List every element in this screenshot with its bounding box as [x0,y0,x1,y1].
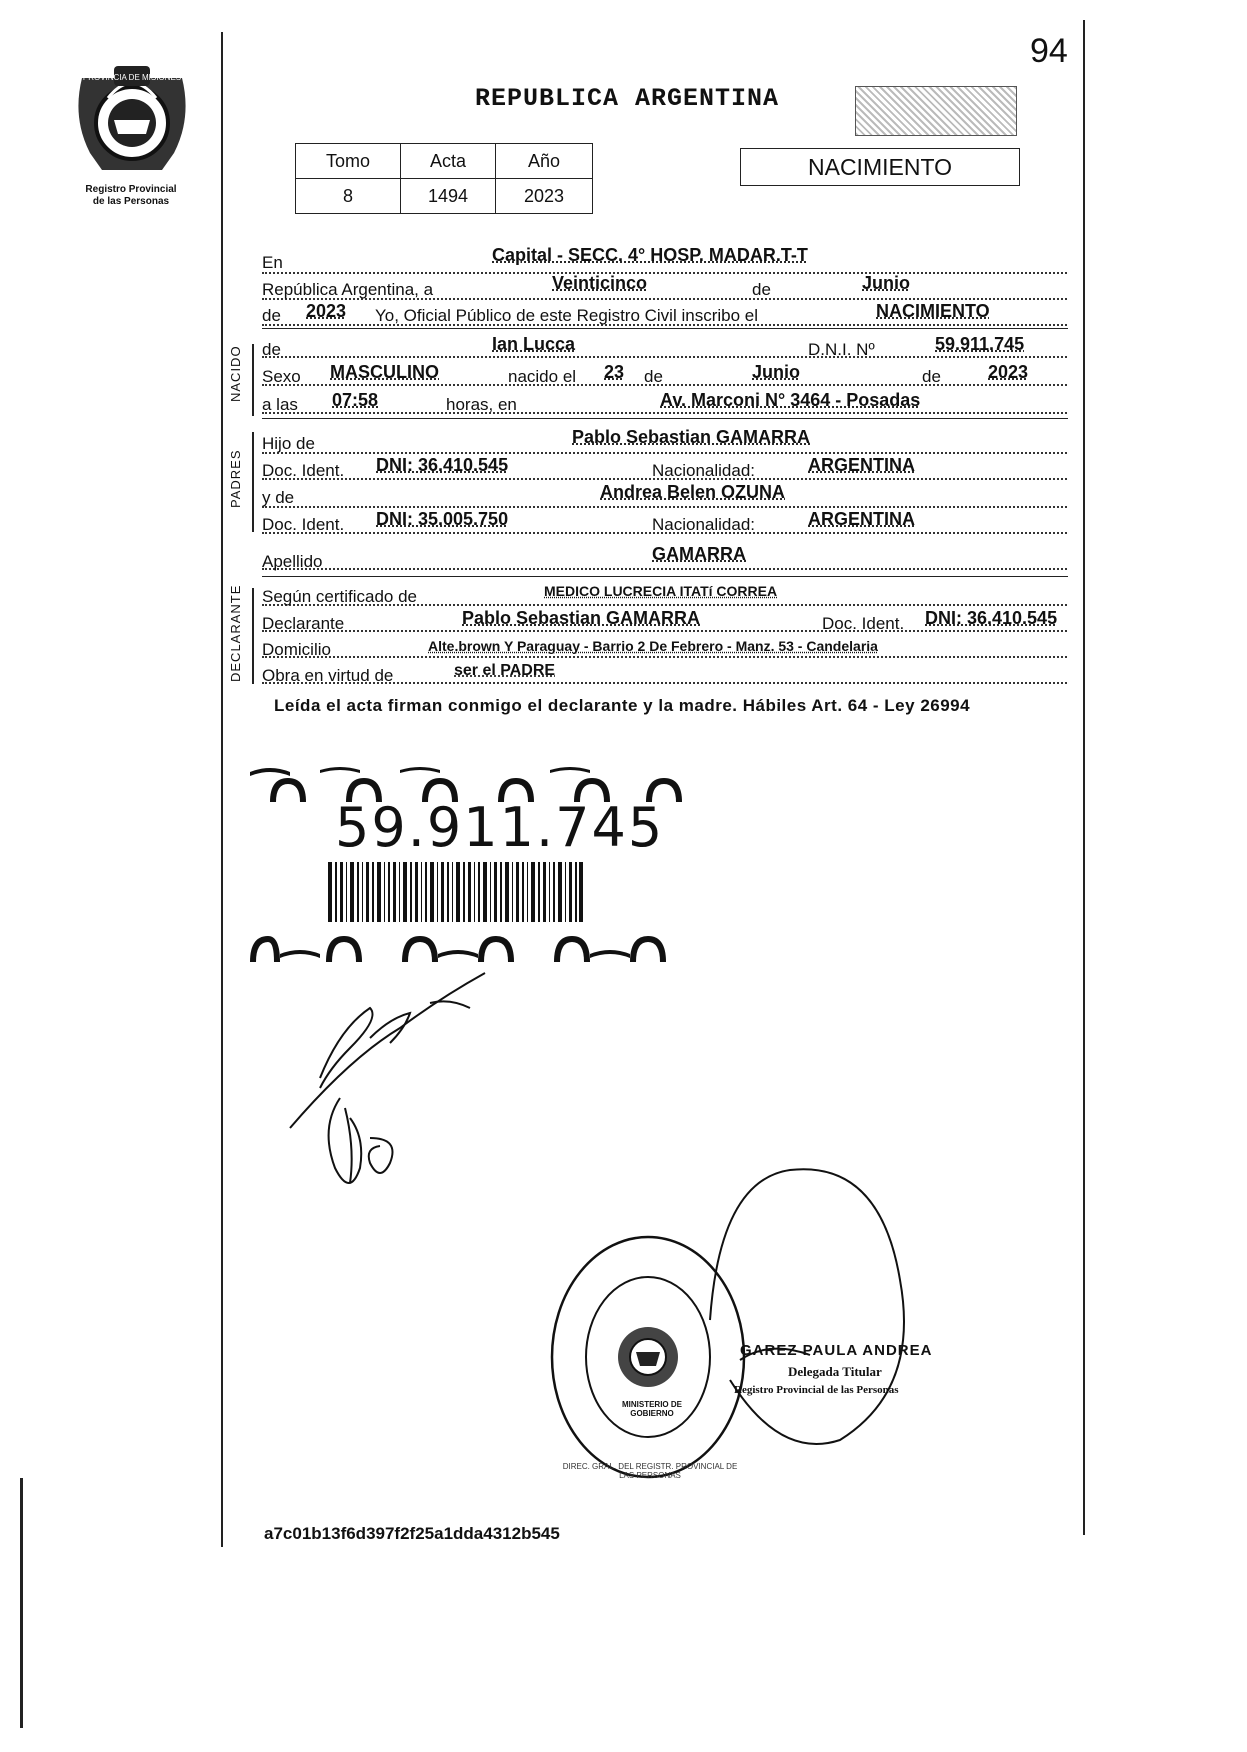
official-office: Registro Provincial de las Personas [734,1384,899,1396]
logo-caption-line-1: Registro Provincial [85,184,177,195]
de-label: de [644,367,663,386]
section-separator [262,576,1068,577]
registry-header-tomo: Tomo [296,144,401,179]
yde-label: y de [262,488,295,507]
fingerprint-row-bottom [250,922,700,958]
place-value: Capital - SECC. 4° HOSP. MADAR.T-T [492,245,808,265]
de-label: de [752,280,771,299]
certificado-label: Según certificado de [262,587,417,606]
security-stamp-box [855,86,1017,136]
birth-place-value: Av. Marconi N° 3464 - Posadas [660,390,921,410]
row-divider [262,412,1067,414]
de-label: de [922,367,941,386]
capacity-value: ser el PADRE [454,662,556,679]
declarante-bracket [252,588,254,684]
registry-header-row [296,144,593,179]
nacido-label: nacido el [508,367,577,386]
official-name: GAREZ PAULA ANDREA [740,1342,933,1359]
domicilio-label: Domicilio [262,640,331,659]
certifier-value: MEDICO LUCRECIA ITATí CORREA [544,583,778,599]
time-value: 07:58 [332,390,379,410]
logo-caption-line-2: de las Personas [92,196,170,207]
nacionalidad-label: Nacionalidad: [652,461,756,480]
declarant-doc-value: DNI: 36.410.545 [925,608,1058,628]
act-type-value: NACIMIENTO [876,301,990,321]
registry-header-acta: Acta [401,144,496,179]
id-number-large: 59.911.745 [335,796,665,859]
row-divider [262,384,1067,386]
declarant-value: Pablo Sebastian GAMARRA [462,608,701,628]
doc-label: Doc. Ident. [262,461,345,480]
padres-bracket [252,432,254,532]
official-signature-loop [700,1160,970,1460]
obra-label: Obra en virtud de [262,666,394,685]
nacionalidad-label: Nacionalidad: [652,515,756,534]
row-divider [262,272,1067,274]
de-label: de [262,306,281,325]
oficial-text: Yo, Oficial Público de este Registro Civil inscribo el [375,306,758,325]
seal-ring-text: DIREC. GRAL. DEL REGISTR. PROVINCIAL DE LAS PERSONAS [562,1462,738,1480]
dni-label: D.N.I. Nº [808,340,875,359]
horas-label: horas, en [446,395,517,414]
registry-value-acta: 1494 [401,179,496,214]
registry-table [295,143,593,214]
month-value: Junio [862,273,910,293]
act-type-box: NACIMIENTO [740,148,1020,186]
seal-inner-text: MINISTERIO DE GOBIERNO [621,1400,682,1418]
document-hash: a7c01b13f6d397f2f25a1dda4312b545 [264,1524,560,1543]
registry-header-ano: Año [496,144,593,179]
apellido-label: Apellido [262,552,323,571]
doc-label: Doc. Ident. [262,515,345,534]
birth-day-value: 23 [604,362,625,382]
nacido-bracket [252,344,254,416]
father-doc-value: DNI: 36.410.545 [376,455,509,475]
en-label: En [262,253,283,272]
side-label-declarante: DECLARANTE [228,584,243,682]
child-dni-value: 59.911.745 [935,334,1025,354]
provincial-logo [62,58,202,187]
sexo-label: Sexo [262,367,301,386]
child-name-value: Ian Lucca [492,334,576,354]
surname-value: GAMARRA [652,544,746,564]
mother-nationality-value: ARGENTINA [808,509,915,529]
right-margin-rule [1083,20,1085,1535]
row-divider [262,568,1067,570]
row-divider [262,630,1067,632]
side-label-padres: PADRES [228,449,243,508]
mother-name-value: Andrea Belen OZUNA [600,482,786,502]
id-barcode [328,862,583,922]
address-value: Alte.brown Y Paraguay - Barrio 2 De Febrero - Manz. 53 - Candelaria [428,638,878,654]
registry-value-tomo: 8 [296,179,401,214]
row-divider [262,356,1067,358]
birth-month-value: Junio [752,362,800,382]
declarant-doc-label: Doc. Ident. [822,614,905,633]
year-value: 2023 [306,301,347,321]
fingerprint-row-top [250,764,700,800]
hijo-label: Hijo de [262,434,315,453]
father-nationality-value: ARGENTINA [808,455,915,475]
legal-text: Leída el acta firman conmigo el declarante y la madre. Hábiles Art. 64 - Ley 26994 [274,696,971,715]
mother-doc-value: DNI: 35.005.750 [376,509,509,529]
left-margin-rule [221,32,223,1547]
page-number: 94 [1030,32,1068,70]
sex-value: MASCULINO [330,362,439,382]
registry-value-row [296,179,593,214]
a-las-label: a las [262,395,298,414]
de-label: de [262,340,281,359]
section-separator [262,328,1068,329]
official-title: Delegada Titular [788,1364,882,1379]
registry-value-ano: 2023 [496,179,593,214]
father-name-value: Pablo Sebastian GAMARRA [572,427,811,447]
republica-label: República Argentina, a [262,280,434,299]
logo-caption [60,184,202,208]
logo-ring-text: PROVINCIA DE MISIONES [82,73,182,82]
declarante-label: Declarante [262,614,345,633]
section-separator [262,418,1068,419]
side-label-nacido: NACIDO [228,345,243,402]
day-words-value: Veinticinco [552,273,648,293]
declarant-signature [280,968,500,1208]
document-title: REPUBLICA ARGENTINA [475,84,780,113]
scan-edge-line [20,1478,23,1728]
birth-year-value: 2023 [988,362,1029,382]
